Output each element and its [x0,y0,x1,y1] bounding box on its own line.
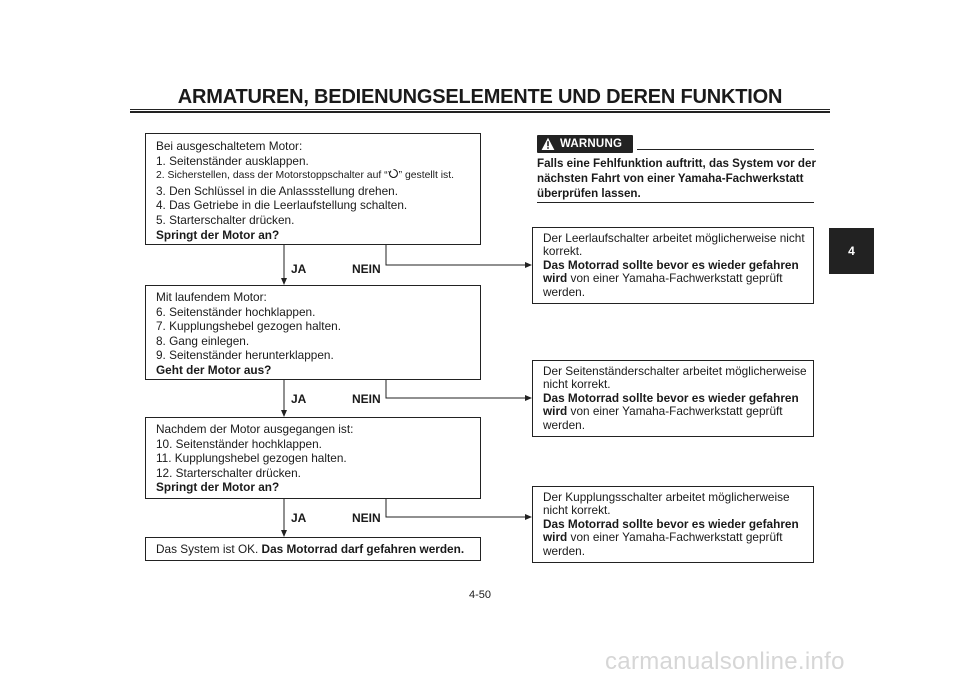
engine-stop-run-icon [388,168,399,179]
r1-last: werden. [543,284,585,299]
r3-line-4 [543,531,803,544]
watermark: carmanualsonline.info [605,648,845,675]
r3-bold-2: wird [543,530,568,545]
r2-line-4 [543,405,803,418]
no-connector-2 [386,380,531,398]
step1-line-3b: ” gestellt ist. [398,170,455,182]
warning-line-1: Falls eine Fehlfunktion auftritt, das System vor der [537,157,816,170]
step-box-2 [145,285,481,380]
r1-bold-2: wird [543,271,568,286]
r2-bold-2: wird [543,404,568,419]
no-label-2: NEIN [352,392,381,406]
step4-bold: Das Motorrad darf gefahren werden. [261,542,465,556]
no-connector-3 [386,499,531,517]
r1-line-4 [543,272,803,285]
warning-triangle-icon [541,137,555,151]
page-title: ARMATUREN, BEDIENUNGSELEMENTE UND DEREN FUNKTION [177,86,783,108]
r2-bold-1: Das Motorrad sollte bevor es wieder gefahren [543,390,799,405]
step1-line-3a: 2. Sicherstellen, dass der Motorstoppschalter auf “ [156,170,388,182]
step-box-3 [145,417,481,499]
yes-label-2: JA [291,392,307,406]
step1-line-6: 5. Starterschalter drücken. [156,212,295,227]
step1-line-2: 1. Seitenständer ausklappen. [156,153,309,168]
r1-bold-1: Das Motorrad sollte bevor es wieder gefahren [543,257,799,272]
step3-question: Springt der Motor an? [156,480,280,495]
warning-rule-bottom [537,202,814,203]
no-label-3: NEIN [352,511,381,525]
result-box-clutch-switch [532,486,814,563]
warning-rule-top [637,149,814,150]
step3-line-3: 11. Kupplungshebel gezogen halten. [156,451,347,466]
chapter-tab: 4 [829,228,874,274]
step4-line [156,542,470,557]
step1-line-3 [156,168,470,184]
step-box-1 [145,133,481,245]
step1-line-4: 3. Den Schlüssel in die Anlassstellung drehen. [156,183,398,198]
step-box-4 [145,537,481,561]
r3-last: werden. [543,543,585,558]
r2-line-2: nicht korrekt. [543,377,611,392]
warning-label: WARNUNG [560,138,623,150]
step1-line-5: 4. Das Getriebe in die Leerlaufstellung schalten. [156,198,408,213]
step3-line-1: Nachdem der Motor ausgegangen ist: [156,422,354,436]
step2-line-2: 6. Seitenständer hochklappen. [156,304,316,319]
step2-question: Geht der Motor aus? [156,362,272,377]
yes-label-3: JA [291,511,307,525]
r2-last: werden. [543,417,585,432]
no-connector-1 [386,245,531,265]
r3-line-2: nicht korrekt. [543,503,611,518]
step3-line-2: 10. Seitenständer hochklappen. [156,436,322,451]
step1-question: Springt der Motor an? [156,227,280,242]
step2-line-5: 9. Seitenständer herunterklappen. [156,348,334,363]
step2-line-4: 8. Gang einlegen. [156,333,250,348]
r3-bold-1: Das Motorrad sollte bevor es wieder gefahren [543,516,799,531]
r2-line-1: Der Seitenständerschalter arbeitet möglicherweise [543,364,807,378]
r2-tail: von einer Yamaha-Fachwerkstatt geprüft [567,404,783,419]
result-box-neutral-switch [532,227,814,304]
page-number: 4-50 [468,589,492,601]
step3-line-4: 12. Starterschalter drücken. [156,465,301,480]
step2-line-3: 7. Kupplungshebel gezogen halten. [156,319,341,334]
r3-line-1: Der Kupplungsschalter arbeitet möglicherweise [543,490,790,504]
r1-line-1: Der Leerlaufschalter arbeitet möglicherweise nicht [543,231,805,245]
r1-line-2: korrekt. [543,244,583,259]
r3-tail: von einer Yamaha-Fachwerkstatt geprüft [567,530,783,545]
step2-line-1: Mit laufendem Motor: [156,290,267,304]
no-label-1: NEIN [352,262,381,276]
warning-line-2: nächsten Fahrt von einer Yamaha-Fachwerkstatt [537,172,804,186]
step1-line-1: Bei ausgeschaltetem Motor: [156,139,303,153]
r1-tail: von einer Yamaha-Fachwerkstatt geprüft [567,271,783,286]
warning-line-3: überprüfen lassen. [537,187,641,201]
result-box-sidestand-switch [532,360,814,437]
step4-text: Das System ist OK. [156,542,259,556]
yes-label-1: JA [291,262,307,276]
warning-text [537,156,817,202]
